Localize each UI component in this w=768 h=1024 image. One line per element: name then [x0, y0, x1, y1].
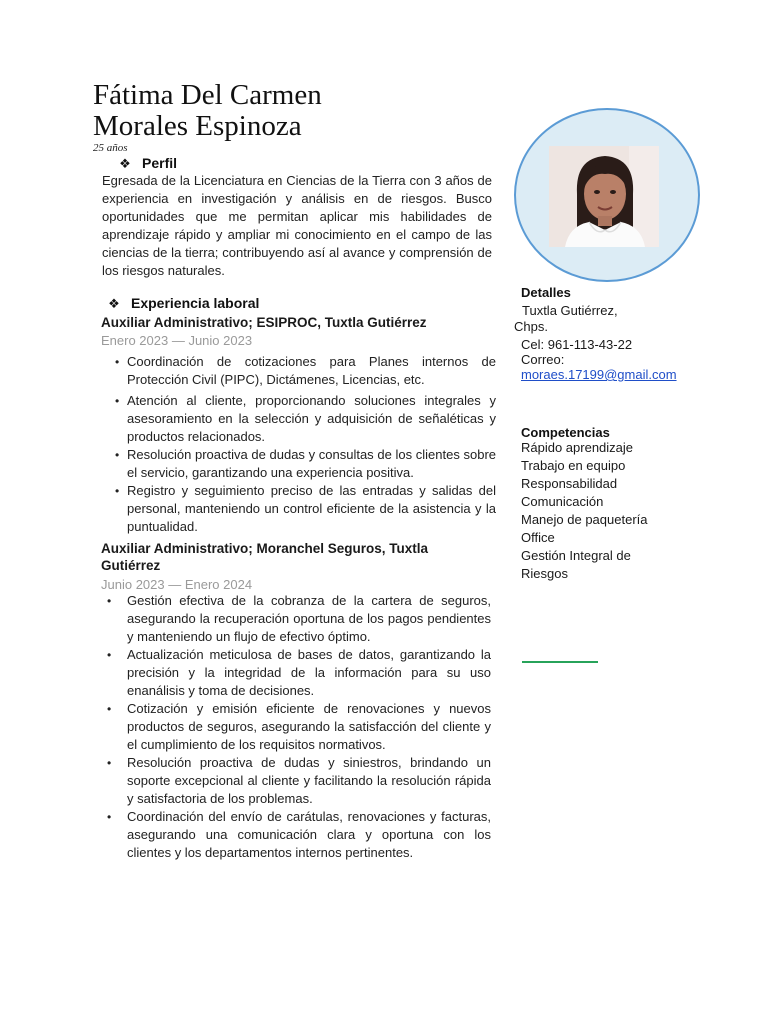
- job-duty-text: Resolución proactiva de dudas y consultas de los clientes sobre el servicio, garantizando una experiencia positiva.: [127, 447, 496, 480]
- address-line-1: Tuxtla Gutiérrez,: [522, 303, 618, 318]
- job-duty: [101, 446, 496, 482]
- job-duty: [101, 808, 491, 862]
- job-duty: [101, 646, 491, 700]
- job-duty: [101, 754, 491, 808]
- job-dates: Enero 2023 — Junio 2023: [101, 333, 253, 348]
- job-entry-2: [101, 540, 471, 593]
- phone: Cel: 961-113-43-22: [521, 337, 633, 352]
- job-duty-text: Coordinación de cotizaciones para Planes internos de Protección Civil (PIPC), Dictámenes, Licencias, etc.: [127, 354, 496, 387]
- job-entry-1: [101, 314, 496, 536]
- details-heading: Detalles: [521, 285, 571, 300]
- name-line-1: Fátima Del Carmen: [93, 79, 322, 111]
- bullet-dot-icon: •: [115, 448, 120, 462]
- bullet-dot-icon: •: [115, 355, 120, 369]
- job-duty: [101, 700, 491, 754]
- full-name: [93, 80, 322, 142]
- profile-text: Egresada de la Licenciatura en Ciencias de la Tierra con 3 años de experiencia en investigación y análisis en de riesgos. Busco oportunidades que me permitan aplicar mis habilidades de aprendizaje rápido y ampliar mi conocimiento en el campo de las ciencias de la tierra; contribuyendo así al avance y comprensión de los riesgos naturales.: [102, 173, 492, 278]
- profile-photo: [549, 146, 659, 247]
- age: 25 años: [93, 142, 128, 154]
- address-line-2: Chps.: [514, 319, 548, 334]
- profile-heading: [116, 155, 177, 172]
- email-link[interactable]: moraes.17199@gmail.com: [521, 367, 677, 382]
- skill-item: Trabajo en equipo: [521, 458, 626, 473]
- diamond-bullet-icon: ❖: [119, 156, 131, 171]
- bullet-dot-icon: •: [107, 648, 112, 662]
- job-dates: Junio 2023 — Enero 2024: [101, 577, 253, 592]
- job-duties: [101, 592, 491, 862]
- job-title: Auxiliar Administrativo; Moranchel Seguros, Tuxtla Gutiérrez: [101, 541, 429, 573]
- skill-item: Riesgos: [521, 566, 568, 581]
- job-duty-text: Gestión efectiva de la cobranza de la cartera de seguros, asegurando la recuperación oportuna de los pagos pendientes y manteniendo un flujo de efectivo óptimo.: [127, 593, 491, 644]
- job-title: Auxiliar Administrativo; ESIPROC, Tuxtla Gutiérrez: [101, 315, 427, 330]
- diamond-bullet-icon: ❖: [108, 296, 120, 311]
- experience-heading-label: Experiencia laboral: [131, 295, 260, 311]
- skills-list: [521, 439, 647, 583]
- accent-divider: [522, 661, 598, 663]
- profile-photo-frame: [514, 108, 700, 282]
- bullet-dot-icon: •: [115, 394, 120, 408]
- job-duty: [101, 353, 496, 389]
- name-line-2: Morales Espinoza: [93, 110, 302, 142]
- job-duty-text: Resolución proactiva de dudas y siniestros, brindando un soporte excepcional al cliente y facilitando la resolución rápida y satisfactoria de los problemas.: [127, 755, 491, 806]
- job-duty: [101, 392, 496, 446]
- skills-heading: Competencias: [521, 425, 610, 440]
- job-duty: [101, 592, 491, 646]
- bullet-dot-icon: •: [107, 810, 112, 824]
- bullet-dot-icon: •: [115, 484, 120, 498]
- bullet-dot-icon: •: [107, 594, 112, 608]
- job-duty-text: Atención al cliente, proporcionando soluciones integrales y asesoramiento en la selección y adquisición de señaléticas y productos relacionados.: [127, 393, 496, 444]
- email-label: Correo:: [521, 352, 565, 367]
- skill-item: Responsabilidad: [521, 476, 618, 491]
- job-duty: [101, 482, 496, 536]
- bullet-dot-icon: •: [107, 756, 112, 770]
- skill-item: Office: [521, 530, 555, 545]
- bullet-dot-icon: •: [107, 702, 112, 716]
- skill-item: Rápido aprendizaje: [521, 440, 634, 455]
- experience-heading: [105, 295, 259, 312]
- job-duty-text: Registro y seguimiento preciso de las entradas y salidas del personal, manteniendo un control eficiente de la asistencia y la puntualidad.: [127, 483, 496, 534]
- job-duty-text: Actualización meticulosa de bases de datos, garantizando la precisión y la integridad de la información para su uso enanálisis y toma de decisiones.: [127, 647, 491, 698]
- profile-heading-label: Perfil: [142, 155, 178, 171]
- job-duty-text: Coordinación del envío de carátulas, renovaciones y facturas, asegurando una comunicación clara y oportuna con los clientes y los departamentos internos pertinentes.: [127, 809, 491, 860]
- skill-item: Comunicación: [521, 494, 604, 509]
- skill-item: Manejo de paquetería: [521, 512, 648, 527]
- job-duties: [101, 353, 496, 536]
- job-duty-text: Cotización y emisión eficiente de renovaciones y nuevos productos de seguros, asegurando la satisfacción del cliente y el cumplimiento de los requisitos normativos.: [127, 701, 491, 752]
- portrait-image: [549, 146, 659, 247]
- skill-item: Gestión Integral de: [521, 548, 631, 563]
